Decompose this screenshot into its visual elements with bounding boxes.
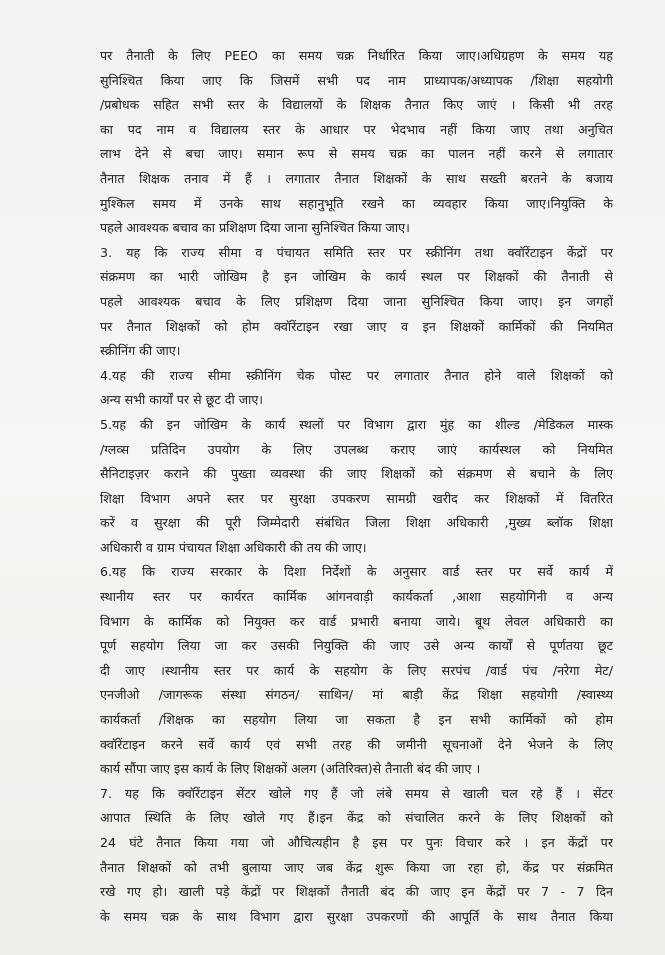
text-line: पर तैनाती के लिए PEEO का समय चक्र निर्धारित किया जाए।अधिग्रहण के समय यह	[100, 48, 613, 63]
text-line: कार्य सौंपा जाए इस कार्य के लिए शिक्षकों अलग (अतिरिक्त)से तैनाती बंद की जाए ।	[100, 761, 481, 777]
text-line: /प्रबोधक सहित सभी स्तर के विद्यालयों के शिक्षक तैनात किए जाएं । किसी भी तरह	[100, 97, 613, 113]
text-line: 3. यह कि राज्य सीमा व पंचायत समिति स्तर पर स्क्रीनिंग तथा क्वॉरेंटाइन केंद्रों पर	[100, 244, 613, 260]
text-line: अन्य सभी कार्यों पर से छूट दी जाए।	[100, 392, 264, 408]
body-text	[100, 44, 613, 929]
text-line: पूर्ण सहयोग लिया जा कर उसकी नियुक्ति की जाए उसे अन्य कार्यों से पूर्णतया छूट	[100, 638, 613, 654]
text-line: शिक्षा विभाग अपने स्तर पर सुरक्षा उपकरण सामग्री खरीद कर शिक्षकों में वितरित	[100, 490, 613, 506]
text-line: पहले आवश्यक बचाव के लिए प्रशिक्षण दिया जाना सुनिश्चित किया जाए। इन जगहों	[100, 293, 613, 309]
text-line: /ग्लव्स प्रतिदिन उपयोग के लिए उपलब्ध कराए जाएं कार्यस्थल को नियमित	[100, 441, 613, 457]
text-line: मुश्किल समय में उनके साथ सहानुभूति रखने का व्यवहार किया जाए।नियुक्ति के	[100, 195, 613, 211]
text-line: 6.यह कि राज्य सरकार के दिशा निर्देशों के अनुसार वार्ड स्तर पर सर्वे कार्य में	[100, 564, 613, 580]
text-line: लाभ देने से बचा जाए। समान रूप से समय चक्र का पालन नहीं करने से लगातार	[100, 146, 613, 162]
text-line: 4.यह की राज्य सीमा स्क्रीनिंग चेक पोस्ट पर लगातार तैनात होने वाले शिक्षकों को	[100, 367, 613, 383]
text-line: रखे गए हो। खाली पड़े केंद्रों पर शिक्षकों तैनाती बंद की जाए इन केंद्रों पर 7 - 7 दिन	[100, 884, 613, 900]
text-line: एनजीओ /जागरूक संस्था संगठन/ साथिन/ मां बाड़ी केंद्र शिक्षा सहयोगी /स्वास्थ्य	[100, 687, 613, 703]
text-line: कार्यकर्ता /शिक्षक का सहयोग लिया जा सकता है इन सभी कार्मिकों को होम	[100, 712, 613, 728]
text-line: अधिकारी व ग्राम पंचायत शिक्षा अधिकारी की तय की जाए।	[100, 539, 367, 555]
text-line: क्वॉरेंटाइन करने सर्वे कार्य एवं सभी तरह की जमीनी सूचनाओं देने भेजने के लिए	[100, 736, 613, 752]
text-line: तैनात शिक्षक तनाव में हैं । लगातार तैनात शिक्षकों के साथ सख्ती बरतने के बजाय	[100, 170, 613, 186]
text-line: करें व सुरक्षा की पूरी जिम्मेदारी संबंधित जिला शिक्षा अधिकारी ,मुख्य ब्लॉक शिक्षा	[100, 515, 613, 531]
text-line: का पद नाम व विद्यालय स्तर के आधार पर भेदभाव नहीं किया जाए तथा अनुचित	[100, 121, 613, 137]
text-line: तैनात शिक्षकों को तभी बुलाया जाए जब केंद्र शुरू किया जा रहा हो, केंद्र पर संक्रमित	[100, 859, 613, 875]
text-line: आपात स्थिति के लिए खोले गए हैं।इन केंद्र को संचालित करने के लिए शिक्षकों को	[100, 810, 613, 826]
text-line: स्क्रीनिंग की जाए।	[100, 343, 181, 359]
text-line: के समय चक्र के साथ विभाग द्वारा सुरक्षा उपकरणों की आपूर्ति के साथ तैनात किया	[100, 908, 613, 924]
text-line: 24 घंटे तैनात किया गया जो औचित्यहीन है इस पर पुनः विचार करे । इन केंद्रों पर	[100, 835, 613, 850]
text-line: पर तैनात शिक्षकों को होम क्वॉरेंटाइन रखा जाए व इन शिक्षकों कार्मिकों की नियमित	[100, 318, 613, 334]
text-line: पहले आवश्यक बचाव का प्रशिक्षण दिया जाना सुनिश्चित किया जाए।	[100, 220, 410, 236]
text-line: दी जाए ।स्थानीय स्तर पर कार्य के सहयोग के लिए सरपंच /वार्ड पंच /नरेगा मेट/	[100, 662, 613, 678]
text-line: 5.यह की इन जोखिम के कार्य स्थलों पर विभाग द्वारा मुंह का शील्ड /मेडिकल मास्क	[100, 416, 613, 432]
text-line: विभाग के कार्मिक को नियुक्त कर वार्ड प्रभारी बनाया जाये। बूथ लेवल अधिकारी का	[100, 613, 613, 629]
text-line: स्थानीय स्तर पर कार्यरत कार्मिक आंगनवाड़ी कार्यकर्ता ,आशा सहयोगिनी व अन्य	[100, 589, 613, 605]
text-line: सैनिटाइज़र कराने की पुख्ता व्यवस्था की जाए शिक्षकों को संक्रमण से बचाने के लिए	[100, 466, 613, 482]
text-line: 7. यह कि क्वॉरेंटाइन सेंटर खोले गए हैं जो लंबे समय से खाली चल रहे हैं । सेंटर	[100, 785, 613, 801]
text-line: संक्रमण का भारी जोखिम है इन जोखिम के कार्य स्थल पर शिक्षकों की तैनाती से	[100, 269, 613, 285]
text-line: सुनिश्चित किया जाए कि जिसमें सभी पद नाम प्राध्यापक/अध्यापक /शिक्षा सहयोगी	[100, 72, 613, 88]
